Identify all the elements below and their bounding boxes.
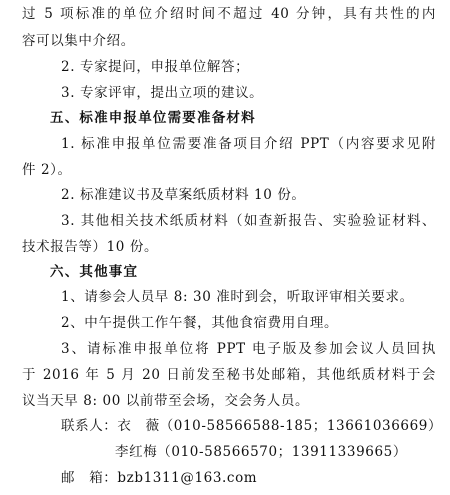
list-item-submission-end: 议当天早 8: 00 以前带至会场，交会务人员。 [22,393,310,409]
contact-person-1: 联系人：衣 薇（010-58566588-185；13661036669） [61,418,443,434]
list-item-technical-continued: 技术报告等）10 份。 [22,239,159,255]
list-item-ppt: 1. 标准申报单位需要准备项目介绍 PPT（内容要求见附 [61,136,436,152]
list-item-expert-review: 3. 专家评审，提出立项的建议。 [61,85,264,101]
list-item-expert-questions: 2. 专家提问，申报单位解答； [61,59,250,75]
contact-person-2: 李红梅（010-58566570；13911339665） [115,444,407,460]
list-item-submission-continued: 于 2016 年 5 月 20 日前发至秘书处邮箱，其他纸质材料于会 [22,367,436,383]
section-heading-other: 六、其他事宜 [50,264,139,280]
list-item-submission: 3、请标准申报单位将 PPT 电子版及参加会议人员回执 [61,341,436,357]
paragraph-line-2: 容可以集中介绍。 [22,33,135,49]
list-item-proposal: 2. 标准建议书及草案纸质材料 10 份。 [61,187,306,203]
contact-email: 邮 箱：bzb1311@163.com [61,470,258,486]
list-item-technical-materials: 3. 其他相关技术纸质材料（如查新报告、实验验证材料、 [61,213,436,229]
list-item-ppt-continued: 件 2）。 [22,162,72,178]
paragraph-line-1: 过 5 项标准的单位介绍时间不超过 40 分钟，具有共性的内 [22,6,436,22]
section-heading-materials: 五、标准申报单位需要准备材料 [50,110,256,126]
list-item-arrival: 1、请参会人员早 8: 30 准时到会，听取评审相关要求。 [61,289,414,305]
list-item-lunch: 2、中午提供工作午餐，其他食宿费用自理。 [61,315,339,331]
